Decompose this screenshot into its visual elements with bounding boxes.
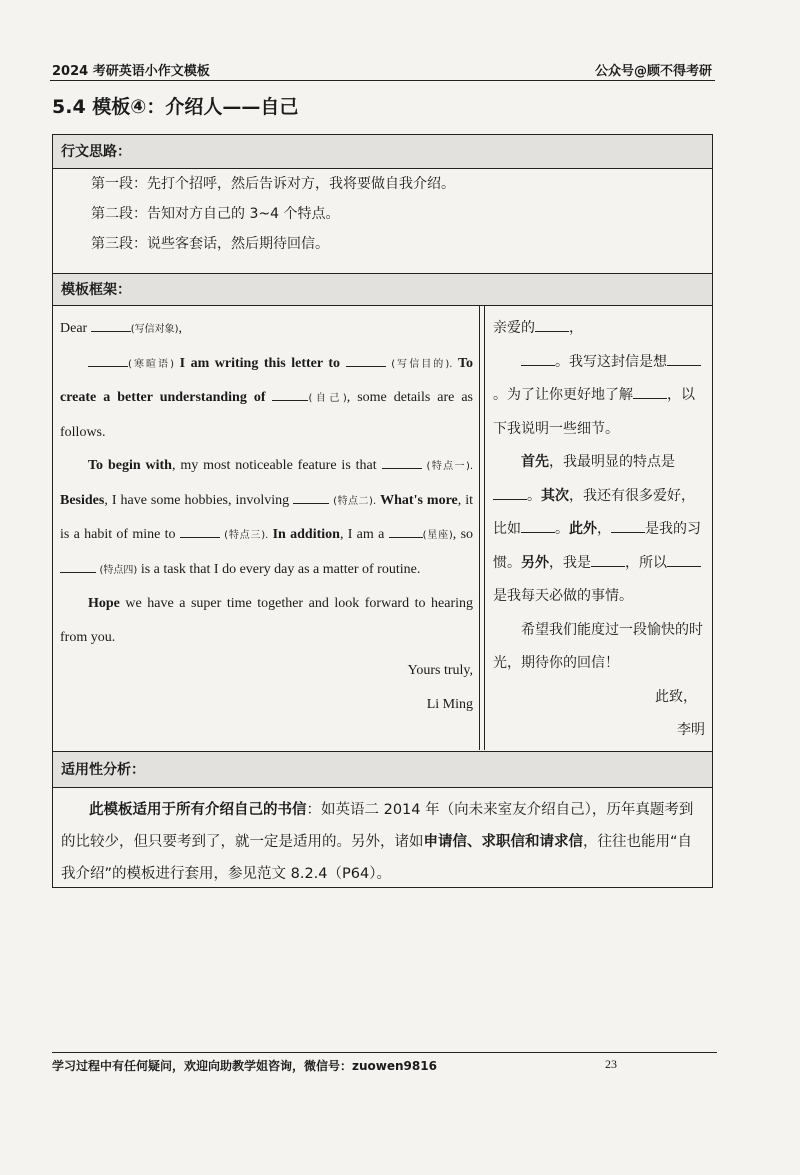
blank: [60, 558, 96, 573]
applicability-box: [52, 752, 713, 888]
blank: [88, 352, 128, 367]
blank: [667, 351, 701, 366]
en-paragraph-2: To begin with, my most noticeable feature is that (特点一). Besides, I have some hobbies, involving (特点二). What's more, it is a habit of mine to (特点三). In addition, I am a (星座), so (特点四) is a task that I do every day as a matter of routine.: [60, 449, 473, 587]
blank: [180, 523, 220, 538]
idea-item-2: 第二段：告知对方自己的 3~4 个特点。: [91, 206, 340, 222]
blank: [389, 523, 423, 538]
blank: [346, 352, 386, 367]
blank: [493, 485, 527, 500]
zh-signature: 李明: [677, 722, 705, 738]
blank: [633, 384, 667, 399]
blank: [591, 552, 625, 567]
english-template: [53, 306, 480, 750]
en-closing: Yours truly,: [407, 663, 473, 678]
header-right: 公众号@顾不得考研: [594, 64, 712, 79]
zh-paragraph-3: 希望我们能度过一段愉快的时光，期待你的回信！: [493, 621, 703, 671]
chinese-template: [484, 306, 712, 750]
ideas-box: [52, 134, 713, 274]
zh-paragraph-1: 。我写这封信是想。为了让你更好地了解 ，以下我说明一些细节。: [493, 346, 705, 447]
ideas-heading: 行文思路：: [53, 135, 712, 169]
en-paragraph-3: Hope we have a super time together and look forward to hearing from you.: [60, 596, 474, 645]
en-signature: Li Ming: [426, 696, 473, 712]
en-salutation: Dear (写信对象),: [60, 312, 473, 347]
blank: [91, 317, 131, 332]
blank: [535, 317, 569, 332]
blank: [521, 518, 555, 533]
applicability-text: 此模板适用于所有介绍自己的书信：如英语二 2014 年（向未来室友介绍自己），历年真题考到的比较少，但只要考到了，就一定是适用的。另外，诸如申请信、求职信和请求信，往往也能用“自我介绍”的模板进行套用，参见范文 8.2.4（P64）。: [61, 802, 694, 882]
section-title: 5.4 模板④：介绍人——自己: [52, 96, 299, 118]
blank: [667, 552, 701, 567]
header-divider: [50, 80, 715, 81]
blank: [293, 489, 329, 504]
zh-closing: 此致，: [655, 688, 697, 705]
footer-divider: [52, 1052, 717, 1053]
blank: [521, 351, 555, 366]
idea-item-3: 第三段：说些客套话，然后期待回信。: [91, 236, 329, 252]
footer-contact: 学习过程中有任何疑问，欢迎向助教学姐咨询，微信号：zuowen9816: [52, 1059, 437, 1073]
template-heading: 模板框架：: [53, 274, 712, 306]
zh-salutation: 亲爱的 ，: [493, 312, 705, 346]
page-number: 23: [605, 1057, 617, 1071]
blank: [382, 454, 422, 469]
idea-item-1: 第一段：先打个招呼，然后告诉对方，我将要做自我介绍。: [91, 176, 455, 192]
template-box: [52, 274, 713, 752]
zh-paragraph-2: 首先，我最明显的特点是。其次，我还有很多爱好，比如 。此外， 是我的习惯。另外，我是 ，所以是我每天必做的事情。: [493, 454, 701, 604]
blank: [272, 386, 308, 401]
applicability-heading: 适用性分析：: [53, 752, 712, 788]
blank: [611, 518, 645, 533]
en-paragraph-1: (寒暄语) I am writing this letter to (写信目的). To create a better understanding of (自己), some details are as follows.: [60, 347, 473, 450]
header-left: 2024 考研英语小作文模板: [52, 64, 210, 79]
